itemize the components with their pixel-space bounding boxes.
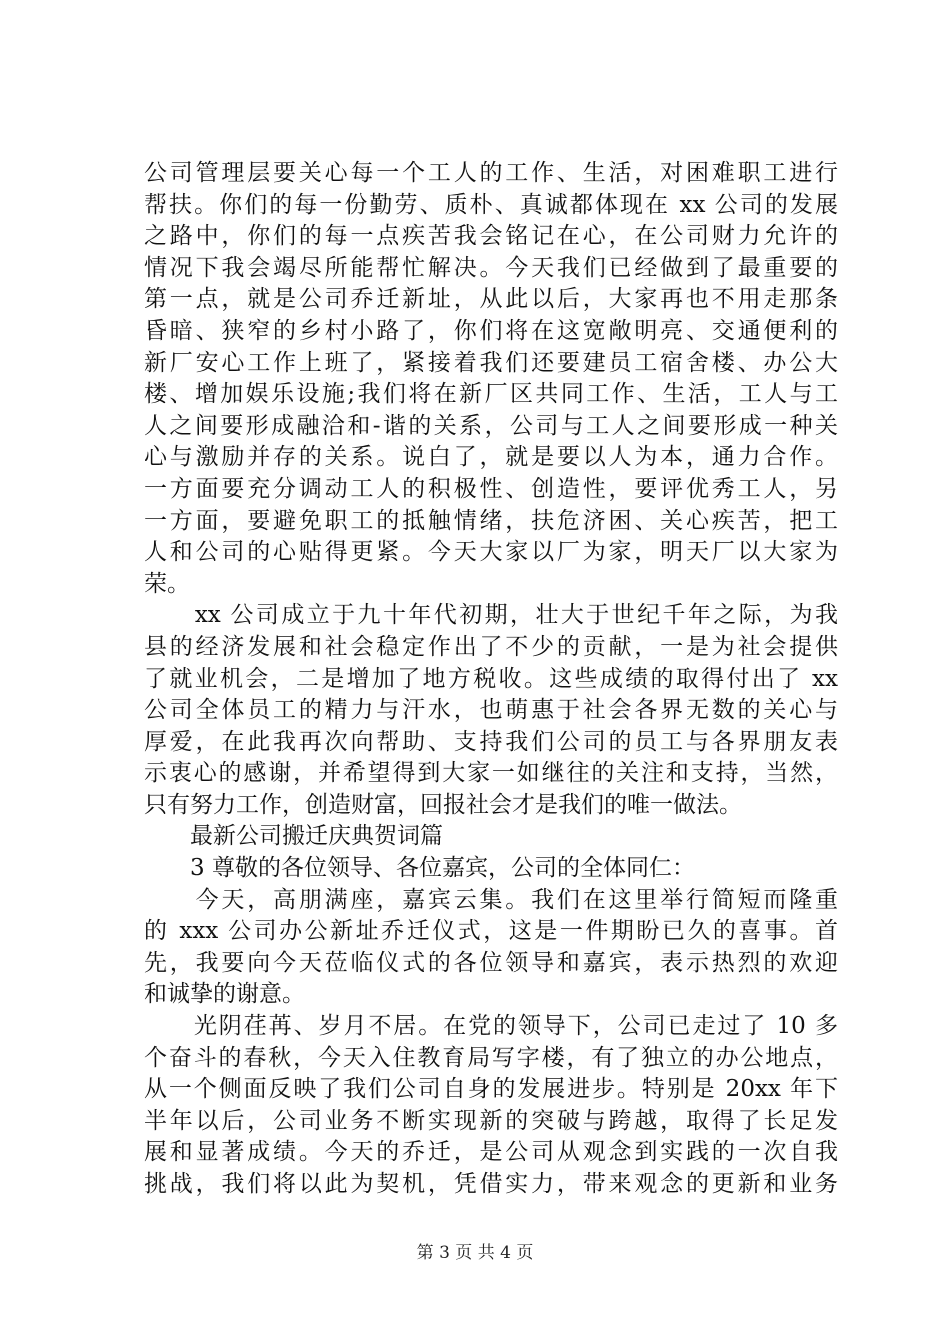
document-body — [144, 158, 838, 1201]
text-line: 帮扶。你们的每一份勤劳、质朴、真诚都体现在 xx 公司的发展 — [144, 191, 838, 218]
text-line: 荣。 — [144, 570, 190, 597]
text-line: 示衷心的感谢，并希望得到大家一如继往的关注和支持，当然， — [144, 760, 838, 787]
text-line: 心与激励并存的关系。说白了，就是要以人为本，通力合作。 — [144, 444, 838, 471]
text-line: 先，我要向今天莅临仪式的各位领导和嘉宾，表示热烈的欢迎 — [144, 949, 838, 976]
text-line: 了就业机会，二是增加了地方税收。这些成绩的取得付出了 xx — [144, 665, 838, 692]
text-line: 今天，高朋满座，嘉宾云集。我们在这里举行简短而隆重 — [144, 886, 838, 913]
text-line: 之路中，你们的每一点疾苦我会铭记在心，在公司财力允许的 — [144, 223, 838, 250]
text-line: 只有努力工作，创造财富，回报社会才是我们的唯一做法。 — [144, 791, 742, 818]
text-line: 厚爱，在此我再次向帮助、支持我们公司的员工与各界朋友表 — [144, 728, 838, 755]
text-line: 楼、增加娱乐设施;我们将在新厂区共同工作、生活，工人与工 — [144, 381, 838, 408]
text-line: 个奋斗的春秋，今天入住教育局写字楼，有了独立的办公地点， — [144, 1044, 838, 1071]
text-line: 一方面要充分调动工人的积极性、创造性，要评优秀工人，另 — [144, 475, 838, 502]
text-line: xx 公司成立于九十年代初期，壮大于世纪千年之际，为我 — [144, 602, 838, 629]
text-line: 挑战，我们将以此为契机，凭借实力，带来观念的更新和业务 — [144, 1171, 838, 1197]
text-line: 第一点，就是公司乔迁新址，从此以后，大家再也不用走那条 — [144, 286, 838, 313]
text-line: 公司全体员工的精力与汗水，也萌惠于社会各界无数的关心与 — [144, 697, 838, 724]
text-line: 一方面，要避免职工的抵触情绪，扶危济困、关心疾苦，把工 — [144, 507, 838, 534]
text-line: 和诚挚的谢意。 — [144, 981, 305, 1008]
text-line: 县的经济发展和社会稳定作出了不少的贡献，一是为社会提供 — [144, 633, 838, 660]
text-line: 最新公司搬迁庆典贺词篇 — [144, 823, 443, 850]
text-line: 人之间要形成融洽和-谐的关系，公司与工人之间要形成一种关 — [144, 412, 838, 439]
text-line: 情况下我会竭尽所能帮忙解决。今天我们已经做到了最重要的 — [144, 254, 838, 281]
text-line: 新厂安心工作上班了，紧接着我们还要建员工宿舍楼、办公大 — [144, 349, 838, 376]
text-line: 人和公司的心贴得更紧。今天大家以厂为家，明天厂以大家为 — [144, 539, 838, 566]
text-line: 半年以后，公司业务不断实现新的突破与跨越，取得了长足发 — [144, 1107, 838, 1134]
text-line: 从一个侧面反映了我们公司自身的发展进步。特别是 20xx 年下 — [144, 1076, 838, 1103]
text-line: 光阴荏苒、岁月不居。在党的领导下，公司已走过了 10 多 — [144, 1013, 838, 1040]
text-line: 展和显著成绩。今天的乔迁，是公司从观念到实践的一次自我 — [144, 1139, 838, 1166]
text-line: 公司管理层要关心每一个工人的工作、生活，对困难职工进行 — [144, 160, 838, 186]
text-line: 的 xxx 公司办公新址乔迁仪式，这是一件期盼已久的喜事。首 — [144, 918, 838, 945]
text-line: 3 尊敬的各位领导、各位嘉宾，公司的全体同仁： — [144, 855, 695, 882]
text-line: 昏暗、狭窄的乡村小路了，你们将在这宽敞明亮、交通便利的 — [144, 317, 838, 344]
page-footer: 第 3 页 共 4 页 — [416, 1243, 534, 1263]
